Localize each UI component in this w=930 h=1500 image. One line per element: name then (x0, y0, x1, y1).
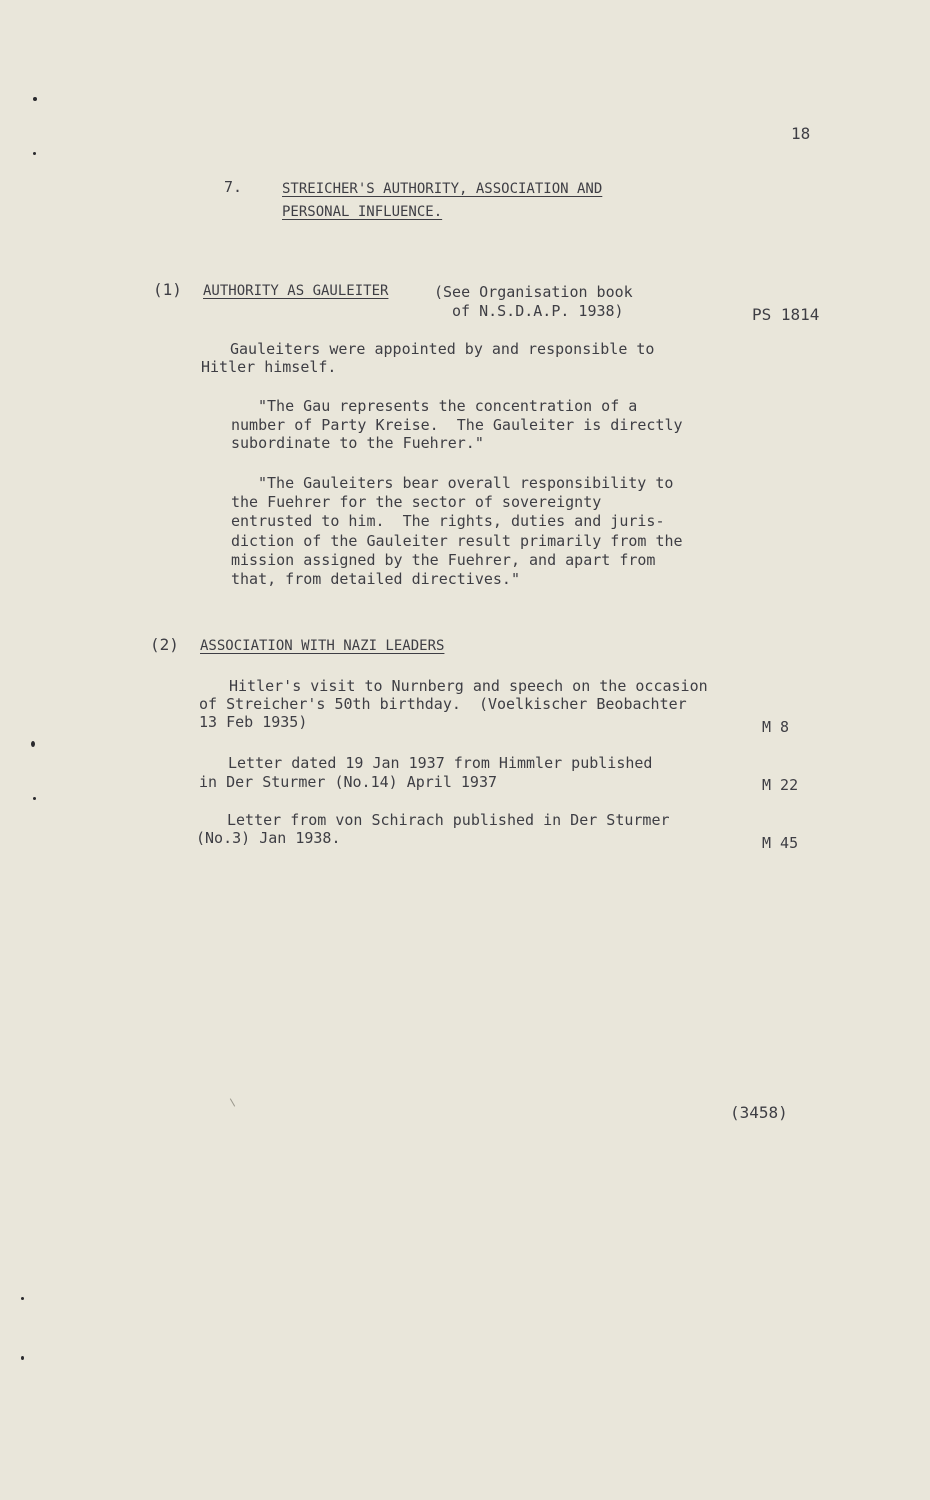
margin-dot (33, 152, 36, 155)
quote-2-line: entrusted to him. The rights, duties and juris- (231, 512, 665, 530)
subsection-1-note-line1: (See Organisation book (434, 283, 633, 301)
section-title-line2: PERSONAL INFLUENCE. (282, 204, 443, 220)
subsection-1-number: (1) (153, 280, 182, 299)
quote-2-line: "The Gauleiters bear overall responsibility to (258, 474, 674, 492)
margin-dot (33, 797, 36, 800)
entry-2-line: in Der Sturmer (No.14) April 1937 (199, 773, 498, 791)
quote-2-line: the Fuehrer for the sector of sovereignty (231, 493, 602, 511)
entry-3-line: (No.3) Jan 1938. (196, 829, 341, 847)
quote-2-line: that, from detailed directives." (231, 570, 520, 588)
entry-2-line: Letter dated 19 Jan 1937 from Himmler published (228, 754, 653, 772)
margin-dot (33, 97, 37, 101)
entry-3-ref: M 45 (762, 834, 799, 852)
stray-mark (230, 1098, 235, 1106)
quote-2-line: diction of the Gauleiter result primarily from the (231, 532, 683, 550)
quote-2-line: mission assigned by the Fuehrer, and apart from (231, 551, 656, 569)
section-title-line1: STREICHER'S AUTHORITY, ASSOCIATION AND (282, 181, 603, 197)
paragraph-line: Hitler himself. (201, 358, 337, 376)
subsection-1-heading: AUTHORITY AS GAULEITER (203, 283, 389, 299)
subsection-2-heading: ASSOCIATION WITH NAZI LEADERS (200, 638, 445, 654)
quote-1-line: number of Party Kreise. The Gauleiter is directly (231, 416, 683, 434)
page-number: 18 (791, 124, 811, 143)
section-number: 7. (224, 178, 243, 196)
entry-1-line: 13 Feb 1935) (199, 713, 308, 731)
margin-dot (21, 1356, 24, 1360)
subsection-2-number: (2) (150, 635, 179, 654)
entry-1-line: Hitler's visit to Nurnberg and speech on the occasion (229, 677, 708, 695)
quote-1-line: subordinate to the Fuehrer." (231, 434, 484, 452)
entry-1-line: of Streicher's 50th birthday. (Voelkischer Beobachter (199, 695, 687, 713)
footer-number: (3458) (730, 1103, 788, 1122)
margin-dot (21, 1297, 24, 1300)
margin-dot (31, 741, 35, 747)
subsection-1-ref: PS 1814 (752, 305, 820, 324)
paragraph-line: Gauleiters were appointed by and responsible to (230, 340, 655, 358)
entry-2-ref: M 22 (762, 776, 799, 794)
subsection-1-note-line2: of N.S.D.A.P. 1938) (452, 302, 624, 320)
entry-1-ref: M 8 (762, 718, 790, 736)
quote-1-line: "The Gau represents the concentration of a (258, 397, 638, 415)
entry-3-line: Letter from von Schirach published in Der Sturmer (227, 811, 670, 829)
